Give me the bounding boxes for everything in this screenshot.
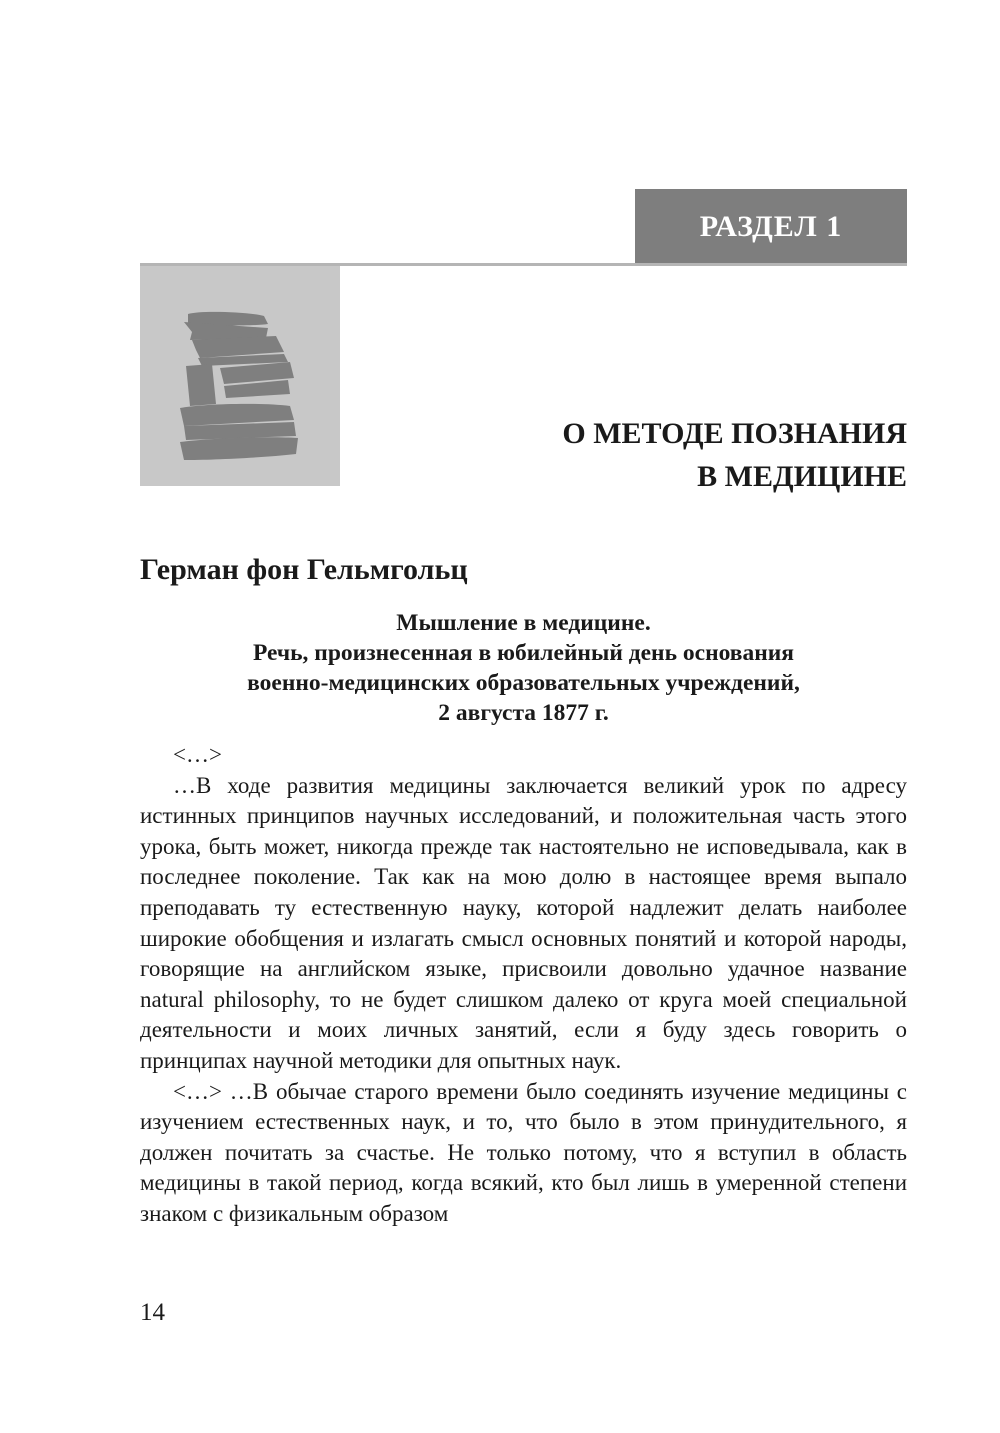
paragraph: …В ходе развития медицины заключается великий урок по адресу истинных принципов научных исследований, и положительная часть этого урока, быть может, никогда прежде так настоятельно не исповедывала, как в последнее поколение. Так как на мою долю в настоящее время выпало преподавать ту естественную науку, которой надлежит делать наиболее широкие обобщения и излагать смысл основных понятий и которой народы, говорящие на английском языке, присвоили довольно удачное название natural philosophy, то не будет слишком далеко от круга моей специальной деятельности и моих личных занятий, если я буду здесь говорить о принципах научной методики для опытных наук. <box>140 772 907 1073</box>
work-title <box>140 608 907 728</box>
work-title-line-4: 2 августа 1877 г. <box>438 700 609 726</box>
work-title-line-3: военно-медицинских образовательных учреждений, <box>247 670 800 696</box>
chapter-title-line-2: В МЕДИЦИНЕ <box>697 460 907 493</box>
author-name: Герман фон Гельмгольц <box>140 553 468 586</box>
page-number: 14 <box>140 1299 165 1326</box>
work-title-line-1: Мышление в медицине. <box>396 610 651 636</box>
work-title-line-2: Речь, произнесенная в юбилейный день основания <box>252 640 795 666</box>
chapter-title-line-1: О МЕТОДЕ ПОЗНАНИЯ <box>562 417 907 450</box>
body-text <box>140 740 907 1230</box>
books-stack-icon <box>140 266 340 486</box>
section-label: РАЗДЕЛ 1 <box>635 189 907 265</box>
paragraph: <…> <box>173 742 222 767</box>
chapter-icon-box <box>140 266 340 486</box>
chapter-title <box>407 412 907 498</box>
paragraph: <…> …В обычае старого времени было соединять изучение медицины с изучением естественных наук, и то, что было в этом принудительного, я должен почитать за счастье. Не только потому, что я вступил в область медицины в такой период, когда всякий, кто был лишь в умеренной степени знаком с физикальным образом <box>140 1078 907 1226</box>
